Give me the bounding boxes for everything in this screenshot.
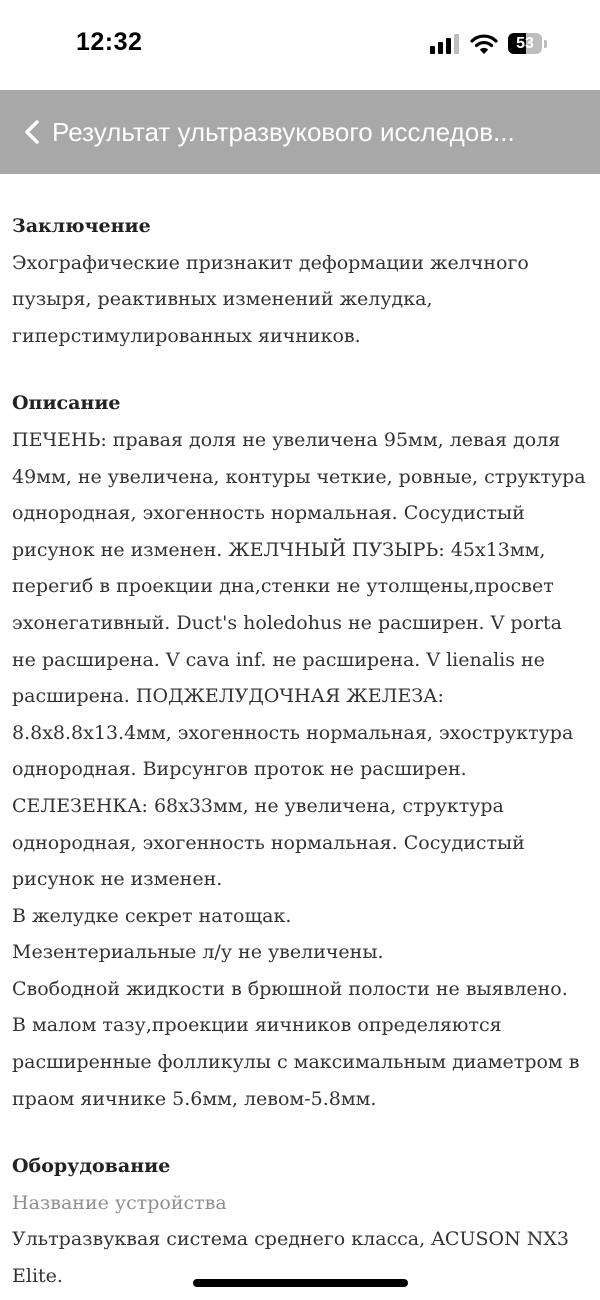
- home-indicator[interactable]: [193, 1279, 408, 1287]
- conclusion-body: [12, 245, 590, 355]
- description-paragraph: В малом тазу,проекции яичников определяются расширенные фолликулы с максимальным диаметром в праом яичнике 5.6мм, левом-5.8мм.: [12, 1014, 580, 1110]
- description-paragraph: Мезентериальные л/у не увеличены.: [12, 941, 384, 964]
- wifi-icon: [470, 33, 498, 55]
- page-title: Результат ультразвукового исследов...: [52, 117, 515, 147]
- description-title: Описание: [12, 392, 121, 415]
- conclusion-section: [12, 208, 590, 354]
- nav-header: [0, 90, 600, 174]
- description-paragraph: Свободной жидкости в брюшной полости не выявлено.: [12, 977, 568, 1000]
- cellular-signal-icon: [430, 34, 460, 54]
- conclusion-text: Эхографические признакит деформации желчного пузыря, реактивных изменений желудка, гиперстимулированных яичников.: [12, 251, 529, 347]
- equipment-title: Оборудование: [12, 1155, 171, 1178]
- battery-level: 53: [516, 35, 534, 52]
- report-content: [12, 208, 590, 1295]
- equipment-section: [12, 1148, 590, 1294]
- status-bar: [0, 0, 600, 90]
- device-name-label: Название устройства: [12, 1191, 227, 1214]
- description-body: [12, 422, 590, 1117]
- description-paragraph: ПЕЧЕНЬ: правая доля не увеличена 95мм, левая доля 49мм, не увеличена, контуры четкие, ровные, структура однородная, эхогенность нормальная. Сосудистый рисунок не изменен. ЖЕЛЧНЫЙ ПУЗЫРЬ: 45х13мм, перегиб в проекции дна,стенки не утолщены,просвет эхонегативный. Duct's holedohus не расширен. V porta не расширена. V cava inf. не расширена. V lienalis не расширена. ПОДЖЕЛУДОЧНАЯ ЖЕЛЕЗА: 8.8х8.8х13.4мм, эхогенность нормальная, эхоструктура однородная. Вирсунгов проток не расширен. СЕЛЕЗЕНКА: 68х33мм, не увеличена, структура однородная, эхогенность нормальная. Сосудистый рисунок не изменен.: [12, 428, 586, 891]
- battery-icon: [508, 33, 542, 54]
- device-name-value: Ультразвуквая система среднего класса, ACUSON NX3 Elite.: [12, 1228, 569, 1288]
- conclusion-title: Заключение: [12, 215, 151, 237]
- status-time: 12:32: [76, 28, 143, 56]
- description-paragraph: В желудке секрет натощак.: [12, 904, 292, 927]
- description-section: [12, 385, 590, 1117]
- chevron-left-icon[interactable]: [18, 117, 48, 147]
- battery-nub: [544, 40, 547, 48]
